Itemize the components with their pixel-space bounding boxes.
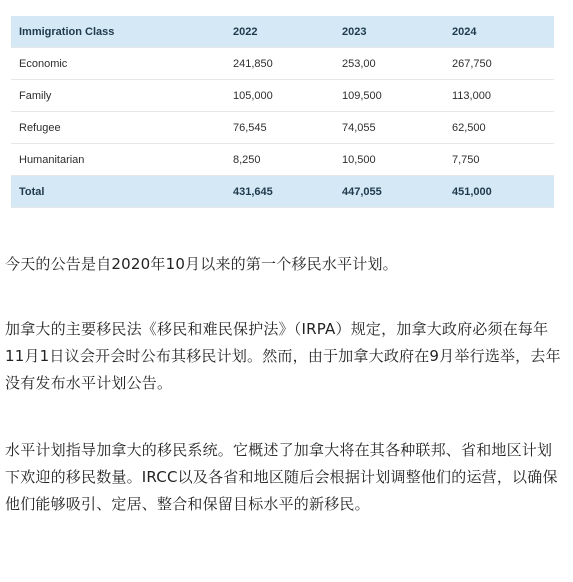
row-2024-cell: 267,750 [444, 48, 554, 80]
row-2022-cell: 241,850 [225, 48, 334, 80]
row-2022-cell: 105,000 [225, 80, 334, 112]
immigration-levels-table-container [11, 16, 554, 208]
row-2024-cell: 7,750 [444, 144, 554, 176]
row-class-cell: Family [11, 80, 225, 112]
table-row [11, 144, 554, 176]
row-2022-cell: 76,545 [225, 112, 334, 144]
header-year-2022: 2022 [225, 16, 334, 48]
row-2023-cell: 253,00 [334, 48, 444, 80]
row-2022-cell: 8,250 [225, 144, 334, 176]
header-year-2024: 2024 [444, 16, 554, 48]
immigration-levels-table [11, 16, 554, 208]
row-class-cell: Refugee [11, 112, 225, 144]
article-body [5, 251, 565, 545]
total-2022-cell: 431,645 [225, 176, 334, 208]
announcement-paragraph: 今天的公告是自2020年10月以来的第一个移民水平计划。 [5, 255, 398, 273]
table-row [11, 48, 554, 80]
table-header-row [11, 16, 554, 48]
row-2023-cell: 10,500 [334, 144, 444, 176]
header-year-2023: 2023 [334, 16, 444, 48]
total-label-cell: Total [11, 176, 225, 208]
row-2024-cell: 113,000 [444, 80, 554, 112]
levels-plan-paragraph: 水平计划指导加拿大的移民系统。它概述了加拿大将在其各种联邦、省和地区计划下欢迎的移民数量。IRCC以及各省和地区随后会根据计划调整他们的运营，以确保他们能够吸引、定居、整合和保留目标水平的新移民。 [5, 441, 558, 513]
total-2023-cell: 447,055 [334, 176, 444, 208]
row-class-cell: Economic [11, 48, 225, 80]
row-class-cell: Humanitarian [11, 144, 225, 176]
irpa-paragraph: 加拿大的主要移民法《移民和难民保护法》（IRPA）规定，加拿大政府必须在每年11月1日议会开会时公布其移民计划。然而，由于加拿大政府在9月举行选举，去年没有发布水平计划公告。 [5, 320, 561, 392]
header-immigration-class: Immigration Class [11, 16, 225, 48]
total-2024-cell: 451,000 [444, 176, 554, 208]
row-2023-cell: 109,500 [334, 80, 444, 112]
table-row [11, 80, 554, 112]
row-2023-cell: 74,055 [334, 112, 444, 144]
table-total-row [11, 176, 554, 208]
row-2024-cell: 62,500 [444, 112, 554, 144]
table-row [11, 112, 554, 144]
